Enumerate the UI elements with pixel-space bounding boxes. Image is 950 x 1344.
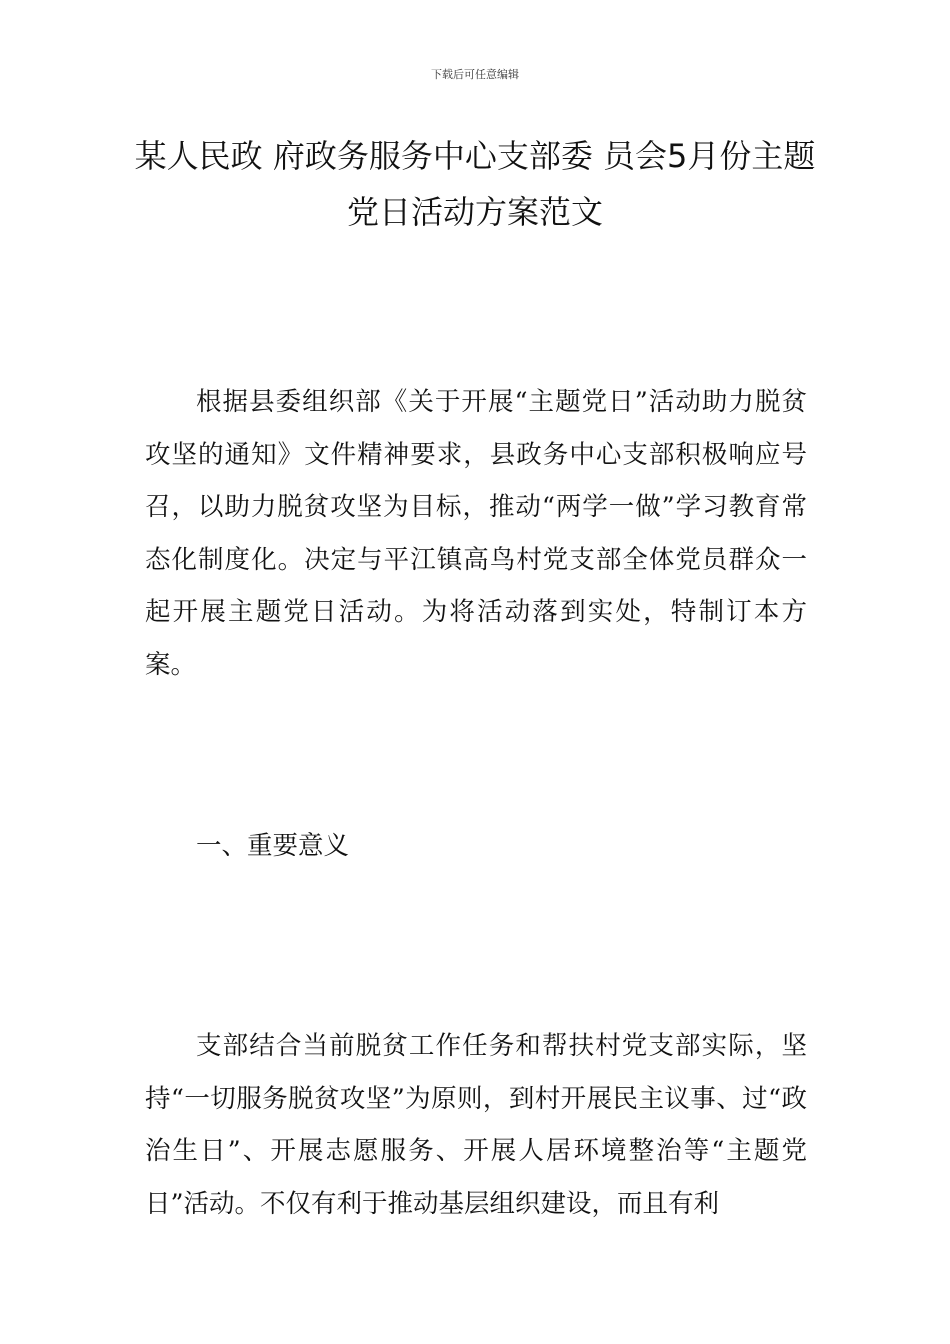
header-note: 下载后可任意编辑	[431, 68, 519, 81]
section-heading-significance: 一、重要意义	[196, 831, 350, 861]
significance-paragraph: 支部结合当前脱贫工作任务和帮扶村党支部实际，坚持“一切服务脱贫攻坚”为原则，到村开展民主议事、过“政治生日”、开展志愿服务、开展人居环境整治等“主题党日”活动。不仅有利于推动基层组织建设，而且有利	[145, 1031, 807, 1219]
intro-paragraph: 根据县委组织部《关于开展“主题党日”活动助力脱贫攻坚的通知》文件精神要求，县政务中心支部积极响应号召，以助力脱贫攻坚为目标，推动“两学一做”学习教育常态化制度化。决定与平江镇高鸟村党支部全体党员群众一起开展主题党日活动。为将活动落到实处，特制订本方案。	[145, 387, 807, 680]
document-title: 某人民政 府政务服务中心支部委 员会5月份主题党日活动方案范文	[134, 137, 816, 231]
